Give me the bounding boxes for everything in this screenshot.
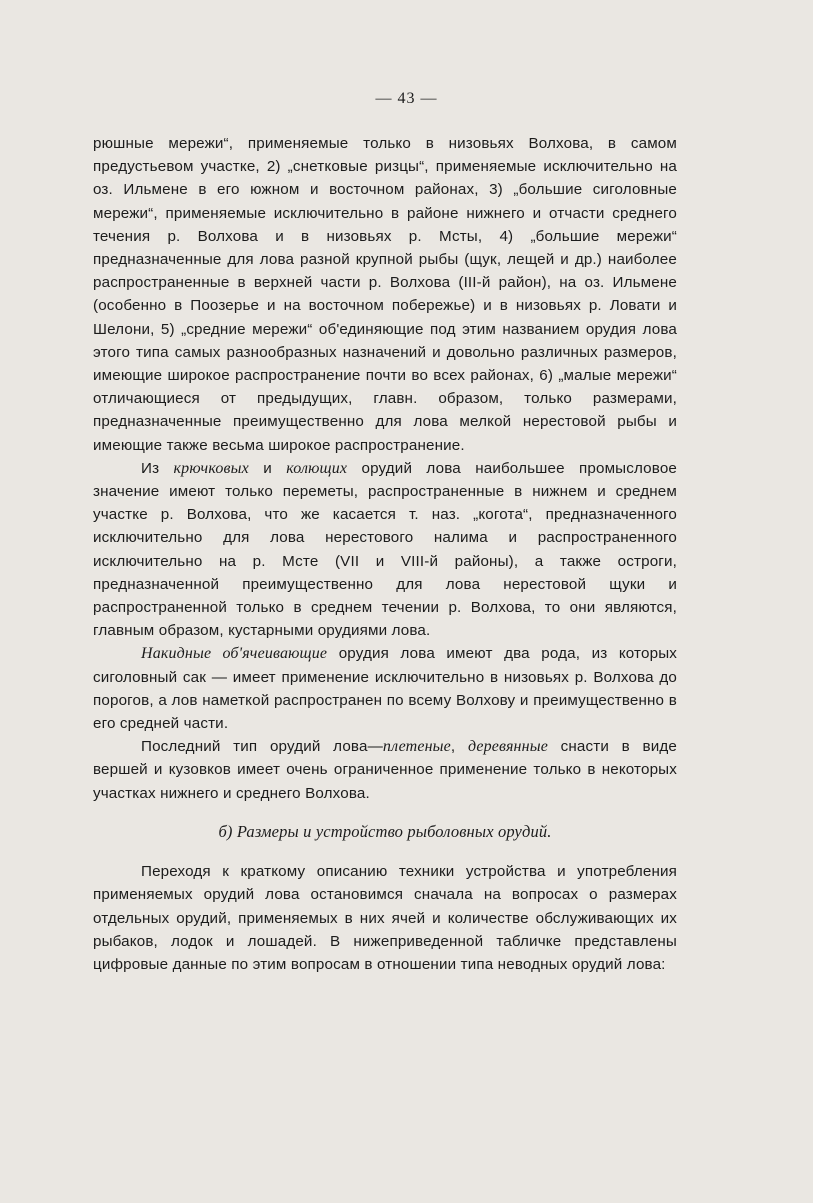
page-number: — 43 — [375,90,438,107]
p3-rest: орудия лова имеют два рода, из которых сиголовный сак — имеет применение исключительно в низовьях р. Волхова до порогов, а лов наметкой распространен по всему Волхову и преимущественно в его средней части. [93,645,677,733]
paragraph-throw-nets [93,642,677,735]
term-throw-nets: Накидные об'ячеивающие [141,645,328,663]
term-woven: плетеные [382,738,451,756]
p2-mid: и [263,459,272,477]
p4-lead: Последний тип орудий лова— [141,738,383,756]
p4-comma: , [450,738,456,756]
paragraph-sizes-intro: Переходя к краткому описанию техники устройства и употребления применяемых орудий лова остановимся сначала на вопросах о размерах отдельных орудий, применяемых в них ячей и количестве обслуживающих их рыбаков, лодок и лошадей. В нижеприведенной табличке представлены цифровые данные по этим вопросам в отношении типа неводных орудий лова: [93,863,677,973]
body-text [93,132,677,976]
paragraph-woven-gear [93,735,677,805]
section-heading: б) Размеры и устройство рыболовных орудий. [218,821,552,841]
term-hook: крючковых [173,459,249,477]
term-piercing: колющих [286,459,348,477]
p2-rest: орудий лова наибольшее промысловое значение имеют только переметы, распространенные в нижнем и среднем участке р. Волхова, что же касается т. наз. „когота“, предназначенного исключительно для лова нерестового налима и распространенного исключительно на р. Мсте (VII и VIII-й районы), а также остроги, предназначенной преимущественно для лова нерестовой щуки и распространенной только в среднем течении р. Волхова, то они являются, главным образом, кустарными орудиями лова. [93,459,678,640]
p2-lead: Из [141,459,160,477]
term-wooden: деревянные [467,738,548,756]
p4-rest: снасти в виде вершей и кузовков имеет очень ограниченное применение только в некоторых участках нижнего и среднего Волхова. [93,738,677,802]
paragraph-hook-gear [93,457,677,643]
paragraph-mereji-list: рюшные мережи“, применяемые только в низовьях Волхова, в самом предустьевом участке, 2) „снетковые ризцы“, применяемые исключительно на оз. Ильмене в его южном и восточном районах, 3) „большие сиголовные мережи“, применяемые исключительно в районе нижнего и отчасти среднего течения р. Волхова и в низовьях р. Мсты, 4) „большие мережи“ предназначенные для лова разной крупной рыбы (щук, лещей и др.) наиболее распространенные в верхней части р. Волхова (III-й район), на оз. Ильмене (особенно в Поозерье и на восточном побережье) и в низовьях р. Ловати и Шелони, 5) „средние мережи“ об'единяющие под этим названием орудия лова этого типа самых разнообразных назначений и довольно различных размеров, имеющие широкое распространение почти во всех районах, 6) „малые мережи“ отличающиеся от предыдущих, главн. образом, только размерами, предназначенные преимущественно для лова мелкой нерестовой рыбы и имеющие также весьма широкое распространение. [93,135,677,454]
